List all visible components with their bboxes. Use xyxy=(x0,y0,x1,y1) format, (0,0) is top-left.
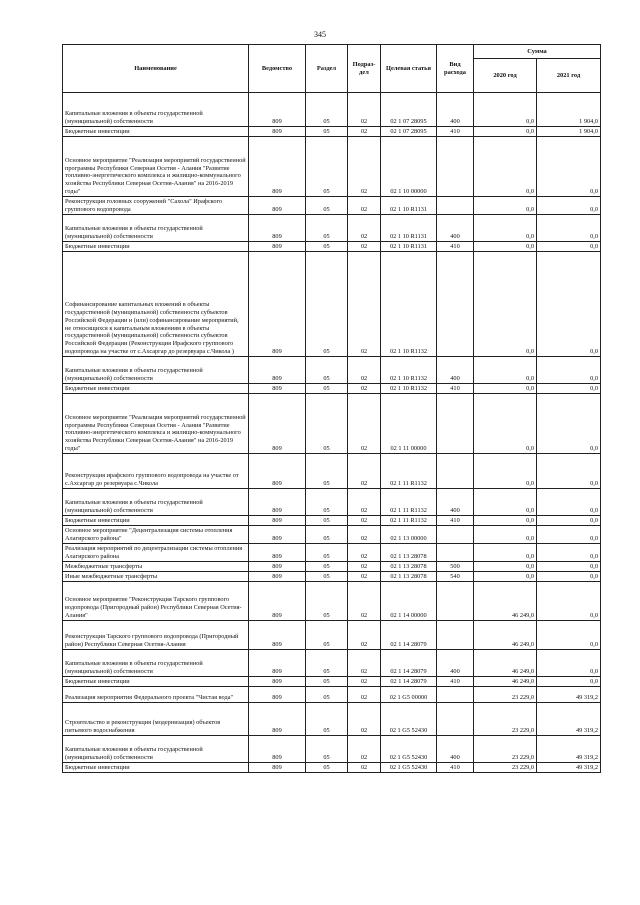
cell-subsection: 02 xyxy=(348,242,381,252)
cell-y2021: 0,0 xyxy=(537,197,601,215)
cell-section: 05 xyxy=(306,544,348,562)
header-year-2021: 2021 год xyxy=(537,59,601,93)
cell-section: 05 xyxy=(306,582,348,621)
cell-y2020: 0,0 xyxy=(474,93,537,127)
cell-section: 05 xyxy=(306,252,348,357)
cell-y2020: 0,0 xyxy=(474,454,537,489)
cell-exp: 410 xyxy=(437,384,474,394)
table-row xyxy=(63,242,601,252)
cell-name: Межбюджетные трансферты xyxy=(63,562,249,572)
cell-name: Основное мероприятие "Реконструкция Тарского группового водопровода (Пригородный район) Республики Северная Осетия-Алания" xyxy=(63,582,249,621)
table-row xyxy=(63,137,601,197)
cell-y2020: 0,0 xyxy=(474,526,537,544)
cell-y2021: 0,0 xyxy=(537,572,601,582)
cell-section: 05 xyxy=(306,93,348,127)
cell-section: 05 xyxy=(306,137,348,197)
cell-target: 02 1 11 00000 xyxy=(381,394,437,454)
cell-y2021: 0,0 xyxy=(537,516,601,526)
cell-y2021: 0,0 xyxy=(537,677,601,687)
cell-name: Бюджетные инвестиции xyxy=(63,763,249,773)
cell-dept: 809 xyxy=(249,197,306,215)
cell-subsection: 02 xyxy=(348,93,381,127)
table-row xyxy=(63,516,601,526)
cell-target: 02 1 07 28095 xyxy=(381,127,437,137)
cell-exp: 400 xyxy=(437,736,474,763)
cell-dept: 809 xyxy=(249,526,306,544)
table-row xyxy=(63,544,601,562)
cell-exp: 500 xyxy=(437,562,474,572)
cell-dept: 809 xyxy=(249,544,306,562)
cell-y2021: 0,0 xyxy=(537,394,601,454)
table-row xyxy=(63,677,601,687)
cell-exp: 400 xyxy=(437,489,474,516)
cell-name: Основное мероприятие "Реализация мероприятий государственной программы Республики Северная Осетия - Алания "Развитие топливно-энергетического комплекса и жилищно-коммунального хозяйства Республики Северная Осетия-Алания" на 2016-2019 годы" xyxy=(63,137,249,197)
cell-name: Реконструкция Тарского группового водопровода (Пригородный район) Республики Северная Осетия-Алания xyxy=(63,621,249,650)
cell-exp xyxy=(437,526,474,544)
cell-y2020: 0,0 xyxy=(474,384,537,394)
cell-target: 02 1 10 R1131 xyxy=(381,242,437,252)
cell-y2020: 0,0 xyxy=(474,489,537,516)
cell-name: Реализация мероприятия Федерального проекта "Чистая вода" xyxy=(63,687,249,703)
cell-name: Капитальные вложения в объекты государственной (муниципальной) собственности xyxy=(63,736,249,763)
cell-target: 02 1 13 00000 xyxy=(381,526,437,544)
cell-dept: 809 xyxy=(249,127,306,137)
cell-section: 05 xyxy=(306,357,348,384)
cell-section: 05 xyxy=(306,127,348,137)
cell-section: 05 xyxy=(306,526,348,544)
cell-subsection: 02 xyxy=(348,687,381,703)
cell-y2020: 0,0 xyxy=(474,357,537,384)
cell-y2021: 49 319,2 xyxy=(537,736,601,763)
cell-exp xyxy=(437,454,474,489)
cell-y2020: 23 229,0 xyxy=(474,703,537,736)
cell-target: 02 1 07 28095 xyxy=(381,93,437,127)
cell-exp xyxy=(437,544,474,562)
cell-exp: 410 xyxy=(437,763,474,773)
cell-name: Бюджетные инвестиции xyxy=(63,677,249,687)
table-row xyxy=(63,763,601,773)
cell-target: 02 1 10 R1131 xyxy=(381,215,437,242)
cell-y2021: 0,0 xyxy=(537,137,601,197)
table-header xyxy=(63,45,601,93)
cell-name: Софинансирование капитальных вложений в объекты государственной (муниципальной) собственности субъектов Российской Федерации и (или) софинансирование мероприятий, не относящихся к капитальным вложениям в объекты государственной (муниципальной) собственности субъектов Российской Федерации (Реконструкция Ирафского группового водопровода на участке от с.Ахсаргар до резервуара с.Чикола ) xyxy=(63,252,249,357)
table-row xyxy=(63,394,601,454)
cell-y2021: 0,0 xyxy=(537,215,601,242)
table-row xyxy=(63,197,601,215)
table-row xyxy=(63,703,601,736)
table-row xyxy=(63,127,601,137)
cell-target: 02 1 10 00000 xyxy=(381,137,437,197)
cell-y2020: 0,0 xyxy=(474,242,537,252)
cell-dept: 809 xyxy=(249,242,306,252)
cell-subsection: 02 xyxy=(348,215,381,242)
cell-target: 02 1 11 R1132 xyxy=(381,489,437,516)
cell-section: 05 xyxy=(306,384,348,394)
cell-target: 02 1 G5 52430 xyxy=(381,763,437,773)
cell-section: 05 xyxy=(306,650,348,677)
cell-target: 02 1 13 28078 xyxy=(381,562,437,572)
cell-section: 05 xyxy=(306,572,348,582)
table-row xyxy=(63,454,601,489)
cell-y2020: 23 229,0 xyxy=(474,687,537,703)
cell-dept: 809 xyxy=(249,93,306,127)
cell-dept: 809 xyxy=(249,687,306,703)
cell-name: Капитальные вложения в объекты государственной (муниципальной) собственности xyxy=(63,650,249,677)
cell-y2021: 0,0 xyxy=(537,562,601,572)
cell-y2021: 0,0 xyxy=(537,621,601,650)
cell-subsection: 02 xyxy=(348,677,381,687)
cell-exp xyxy=(437,197,474,215)
cell-target: 02 1 11 R1132 xyxy=(381,454,437,489)
header-section: Раздел xyxy=(306,45,348,93)
cell-dept: 809 xyxy=(249,736,306,763)
cell-y2021: 0,0 xyxy=(537,252,601,357)
table-row xyxy=(63,489,601,516)
cell-name: Бюджетные инвестиции xyxy=(63,516,249,526)
table-row xyxy=(63,252,601,357)
cell-y2021: 0,0 xyxy=(537,650,601,677)
cell-section: 05 xyxy=(306,394,348,454)
cell-target: 02 1 10 R1132 xyxy=(381,384,437,394)
cell-y2021: 49 319,2 xyxy=(537,703,601,736)
cell-y2021: 0,0 xyxy=(537,526,601,544)
cell-y2020: 0,0 xyxy=(474,252,537,357)
cell-section: 05 xyxy=(306,703,348,736)
cell-y2021: 0,0 xyxy=(537,454,601,489)
cell-section: 05 xyxy=(306,215,348,242)
cell-subsection: 02 xyxy=(348,544,381,562)
cell-subsection: 02 xyxy=(348,650,381,677)
cell-name: Основное мероприятие "Децентрализация системы отопления Алагирского района" xyxy=(63,526,249,544)
cell-y2021: 49 319,2 xyxy=(537,687,601,703)
table-row xyxy=(63,650,601,677)
cell-section: 05 xyxy=(306,516,348,526)
cell-y2020: 0,0 xyxy=(474,215,537,242)
cell-y2020: 0,0 xyxy=(474,197,537,215)
cell-subsection: 02 xyxy=(348,394,381,454)
table-row xyxy=(63,357,601,384)
cell-y2021: 0,0 xyxy=(537,582,601,621)
cell-y2020: 0,0 xyxy=(474,394,537,454)
cell-target: 02 1 14 00000 xyxy=(381,582,437,621)
cell-exp: 400 xyxy=(437,215,474,242)
cell-y2020: 23 229,0 xyxy=(474,763,537,773)
cell-name: Бюджетные инвестиции xyxy=(63,242,249,252)
cell-target: 02 1 G5 52430 xyxy=(381,703,437,736)
cell-section: 05 xyxy=(306,562,348,572)
cell-section: 05 xyxy=(306,621,348,650)
table-row xyxy=(63,582,601,621)
cell-y2020: 23 229,0 xyxy=(474,736,537,763)
cell-target: 02 1 14 28079 xyxy=(381,650,437,677)
cell-subsection: 02 xyxy=(348,516,381,526)
cell-exp xyxy=(437,394,474,454)
cell-section: 05 xyxy=(306,677,348,687)
cell-y2021: 1 904,0 xyxy=(537,127,601,137)
cell-section: 05 xyxy=(306,454,348,489)
cell-section: 05 xyxy=(306,736,348,763)
cell-subsection: 02 xyxy=(348,572,381,582)
cell-subsection: 02 xyxy=(348,621,381,650)
table-row xyxy=(63,621,601,650)
cell-dept: 809 xyxy=(249,137,306,197)
cell-y2020: 46 249,0 xyxy=(474,650,537,677)
table-row xyxy=(63,526,601,544)
header-subsection: Подраз-дел xyxy=(348,45,381,93)
cell-dept: 809 xyxy=(249,562,306,572)
cell-y2021: 0,0 xyxy=(537,544,601,562)
cell-y2020: 0,0 xyxy=(474,572,537,582)
cell-target: 02 1 10 R1132 xyxy=(381,357,437,384)
cell-dept: 809 xyxy=(249,572,306,582)
cell-y2020: 0,0 xyxy=(474,544,537,562)
cell-exp: 540 xyxy=(437,572,474,582)
cell-section: 05 xyxy=(306,242,348,252)
cell-y2020: 46 249,0 xyxy=(474,677,537,687)
cell-target: 02 1 G5 52430 xyxy=(381,736,437,763)
cell-exp: 400 xyxy=(437,93,474,127)
cell-section: 05 xyxy=(306,763,348,773)
cell-section: 05 xyxy=(306,687,348,703)
cell-dept: 809 xyxy=(249,763,306,773)
cell-subsection: 02 xyxy=(348,562,381,572)
cell-subsection: 02 xyxy=(348,197,381,215)
cell-y2020: 0,0 xyxy=(474,562,537,572)
cell-subsection: 02 xyxy=(348,526,381,544)
cell-name: Иные межбюджетные трансферты xyxy=(63,572,249,582)
cell-name: Капитальные вложения в объекты государственной (муниципальной) собственности xyxy=(63,215,249,242)
table-row xyxy=(63,687,601,703)
cell-y2020: 0,0 xyxy=(474,516,537,526)
cell-name: Капитальные вложения в объекты государственной (муниципальной) собственности xyxy=(63,489,249,516)
cell-subsection: 02 xyxy=(348,127,381,137)
cell-subsection: 02 xyxy=(348,252,381,357)
cell-dept: 809 xyxy=(249,677,306,687)
header-target: Целевая статья xyxy=(381,45,437,93)
cell-dept: 809 xyxy=(249,252,306,357)
cell-exp xyxy=(437,621,474,650)
cell-dept: 809 xyxy=(249,621,306,650)
cell-exp: 400 xyxy=(437,357,474,384)
cell-y2021: 1 904,0 xyxy=(537,93,601,127)
cell-y2020: 0,0 xyxy=(474,137,537,197)
cell-name: Бюджетные инвестиции xyxy=(63,384,249,394)
cell-name: Реконструкция головных сооружений "Сахола" Ирафского группового водопровода xyxy=(63,197,249,215)
header-name: Наименование xyxy=(63,45,249,93)
cell-target: 02 1 11 R1132 xyxy=(381,516,437,526)
cell-target: 02 1 10 R1132 xyxy=(381,252,437,357)
cell-dept: 809 xyxy=(249,357,306,384)
header-sum: Сумма xyxy=(474,45,601,59)
header-exp-type: Вид расхода xyxy=(437,45,474,93)
table-row xyxy=(63,572,601,582)
cell-dept: 809 xyxy=(249,516,306,526)
cell-exp xyxy=(437,687,474,703)
cell-subsection: 02 xyxy=(348,763,381,773)
cell-exp: 410 xyxy=(437,242,474,252)
cell-y2020: 46 249,0 xyxy=(474,621,537,650)
budget-table xyxy=(62,44,601,773)
cell-name: Строительство и реконструкция (модернизация) объектов питьевого водоснабжения xyxy=(63,703,249,736)
cell-section: 05 xyxy=(306,489,348,516)
cell-name: Основное мероприятие "Реализация мероприятий государственной программы Республики Северная Осетия - Алания "Развитие топливно-энергетического комплекса и жилищно-коммунального хозяйства Республики Северная Осетия-Алания" на 2016-2019 годы" xyxy=(63,394,249,454)
cell-name: Капитальные вложения в объекты государственной (муниципальной) собственности xyxy=(63,357,249,384)
cell-exp xyxy=(437,582,474,621)
table-row xyxy=(63,562,601,572)
cell-exp: 410 xyxy=(437,677,474,687)
cell-name: Бюджетные инвестиции xyxy=(63,127,249,137)
cell-exp xyxy=(437,252,474,357)
cell-subsection: 02 xyxy=(348,736,381,763)
cell-dept: 809 xyxy=(249,384,306,394)
cell-name: Реконструкция ирафского группового водопровода на участке от с.Ахсаргар до резервуара с.Чикола xyxy=(63,454,249,489)
cell-y2020: 46 249,0 xyxy=(474,582,537,621)
cell-dept: 809 xyxy=(249,454,306,489)
cell-section: 05 xyxy=(306,197,348,215)
cell-target: 02 1 13 28078 xyxy=(381,572,437,582)
cell-y2020: 0,0 xyxy=(474,127,537,137)
cell-target: 02 1 13 28078 xyxy=(381,544,437,562)
cell-dept: 809 xyxy=(249,489,306,516)
table-body xyxy=(63,93,601,773)
cell-y2021: 49 319,2 xyxy=(537,763,601,773)
page-number: 345 xyxy=(314,30,326,39)
cell-exp xyxy=(437,703,474,736)
cell-subsection: 02 xyxy=(348,357,381,384)
cell-subsection: 02 xyxy=(348,489,381,516)
cell-dept: 809 xyxy=(249,582,306,621)
cell-dept: 809 xyxy=(249,394,306,454)
table-row xyxy=(63,384,601,394)
cell-subsection: 02 xyxy=(348,703,381,736)
cell-dept: 809 xyxy=(249,703,306,736)
cell-exp: 400 xyxy=(437,650,474,677)
cell-target: 02 1 14 28079 xyxy=(381,677,437,687)
cell-dept: 809 xyxy=(249,650,306,677)
cell-exp: 410 xyxy=(437,516,474,526)
cell-dept: 809 xyxy=(249,215,306,242)
cell-target: 02 1 10 R1131 xyxy=(381,197,437,215)
cell-name: Капитальные вложения в объекты государственной (муниципальной) собственности xyxy=(63,93,249,127)
cell-subsection: 02 xyxy=(348,384,381,394)
cell-y2021: 0,0 xyxy=(537,489,601,516)
cell-exp xyxy=(437,137,474,197)
cell-exp: 410 xyxy=(437,127,474,137)
cell-subsection: 02 xyxy=(348,137,381,197)
header-year-2020: 2020 год xyxy=(474,59,537,93)
cell-target: 02 1 G5 00000 xyxy=(381,687,437,703)
cell-y2021: 0,0 xyxy=(537,384,601,394)
table-row xyxy=(63,93,601,127)
header-dept: Ведомство xyxy=(249,45,306,93)
table-row xyxy=(63,736,601,763)
cell-target: 02 1 14 28079 xyxy=(381,621,437,650)
cell-y2021: 0,0 xyxy=(537,242,601,252)
table-row xyxy=(63,215,601,242)
cell-name: Реализация мероприятий по децентрализации системы отопления Алагирского района xyxy=(63,544,249,562)
cell-subsection: 02 xyxy=(348,582,381,621)
cell-y2021: 0,0 xyxy=(537,357,601,384)
cell-subsection: 02 xyxy=(348,454,381,489)
